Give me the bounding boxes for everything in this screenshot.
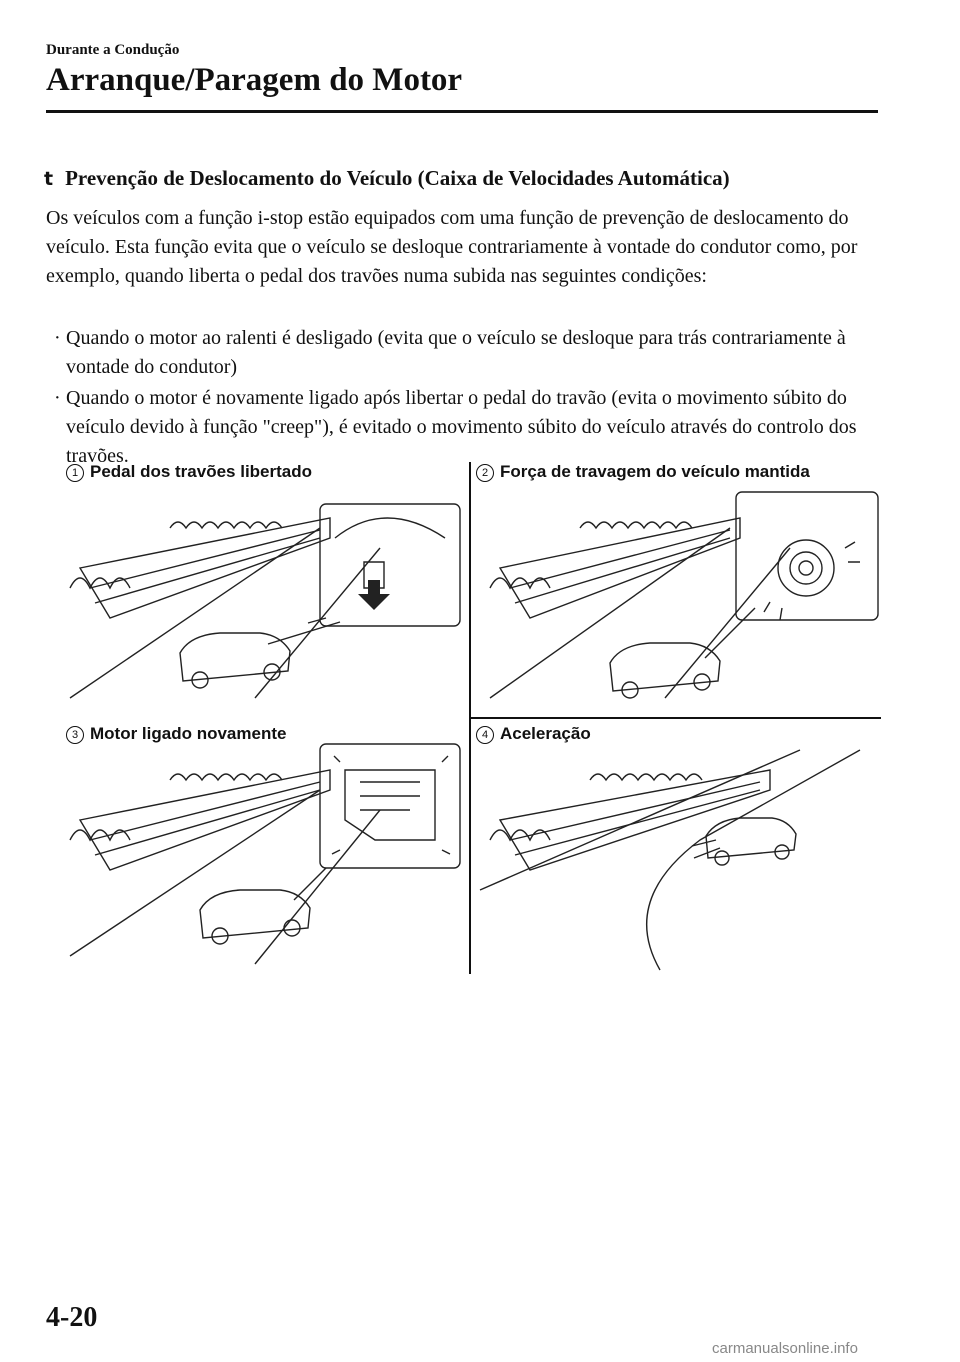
- section-heading: [44, 166, 904, 191]
- illustration-figure: [50, 458, 882, 974]
- hill-road-wheel-brake-illustration: [470, 458, 882, 716]
- panel-label: Pedal dos travões libertado: [90, 462, 313, 481]
- hill-road-brake-illustration: [50, 458, 468, 716]
- section-paragraph: Os veículos com a função i-stop estão equipados com uma função de prevenção de deslocamento do veículo. Esta função evita que o veículo se desloque contrariamente à vontade do condutor como, por exemplo, quando liberta o pedal dos travões numa subida nas seguintes condições:: [46, 207, 858, 287]
- figure-divider-horizontal: [469, 717, 881, 719]
- panel-number-badge: 4: [476, 726, 494, 744]
- panel-number-badge: 2: [476, 464, 494, 482]
- panel-brake-force-held: [470, 458, 882, 716]
- hill-road-engine-illustration: [50, 720, 468, 974]
- watermark: carmanualsonline.info: [712, 1340, 858, 1357]
- panel-brake-released: [50, 458, 468, 716]
- panel-number-badge: 1: [66, 464, 84, 482]
- panel-number-badge: 3: [66, 726, 84, 744]
- list-item: · Quando o motor ao ralenti é desligado (evita que o veículo se desloque para trás contrariamente à vontade do condutor): [46, 324, 876, 382]
- list-item: · Quando o motor é novamente ligado após libertar o pedal do travão (evita o movimento súbito do veículo devido à função "creep"), é evitado o movimento súbito do veículo através do controlo dos travões.: [46, 384, 876, 471]
- condition-list: [46, 324, 876, 473]
- title-divider: [46, 110, 878, 113]
- panel-label: Motor ligado novamente: [90, 724, 287, 743]
- breadcrumb: Durante a Condução: [46, 42, 180, 58]
- panel-engine-restarted: [50, 720, 468, 974]
- page-title: Arranque/Paragem do Motor: [46, 62, 463, 98]
- hill-road-accelerating-car-illustration: [470, 720, 882, 974]
- page-number: 4-20: [46, 1302, 98, 1333]
- section-heading-text: Prevenção de Deslocamento do Veículo (Caixa de Velocidades Automática): [65, 166, 730, 190]
- section-marker: t: [44, 168, 54, 190]
- panel-label: Aceleração: [500, 724, 591, 743]
- panel-acceleration: [470, 720, 882, 974]
- panel-label: Força de travagem do veículo mantida: [500, 462, 810, 481]
